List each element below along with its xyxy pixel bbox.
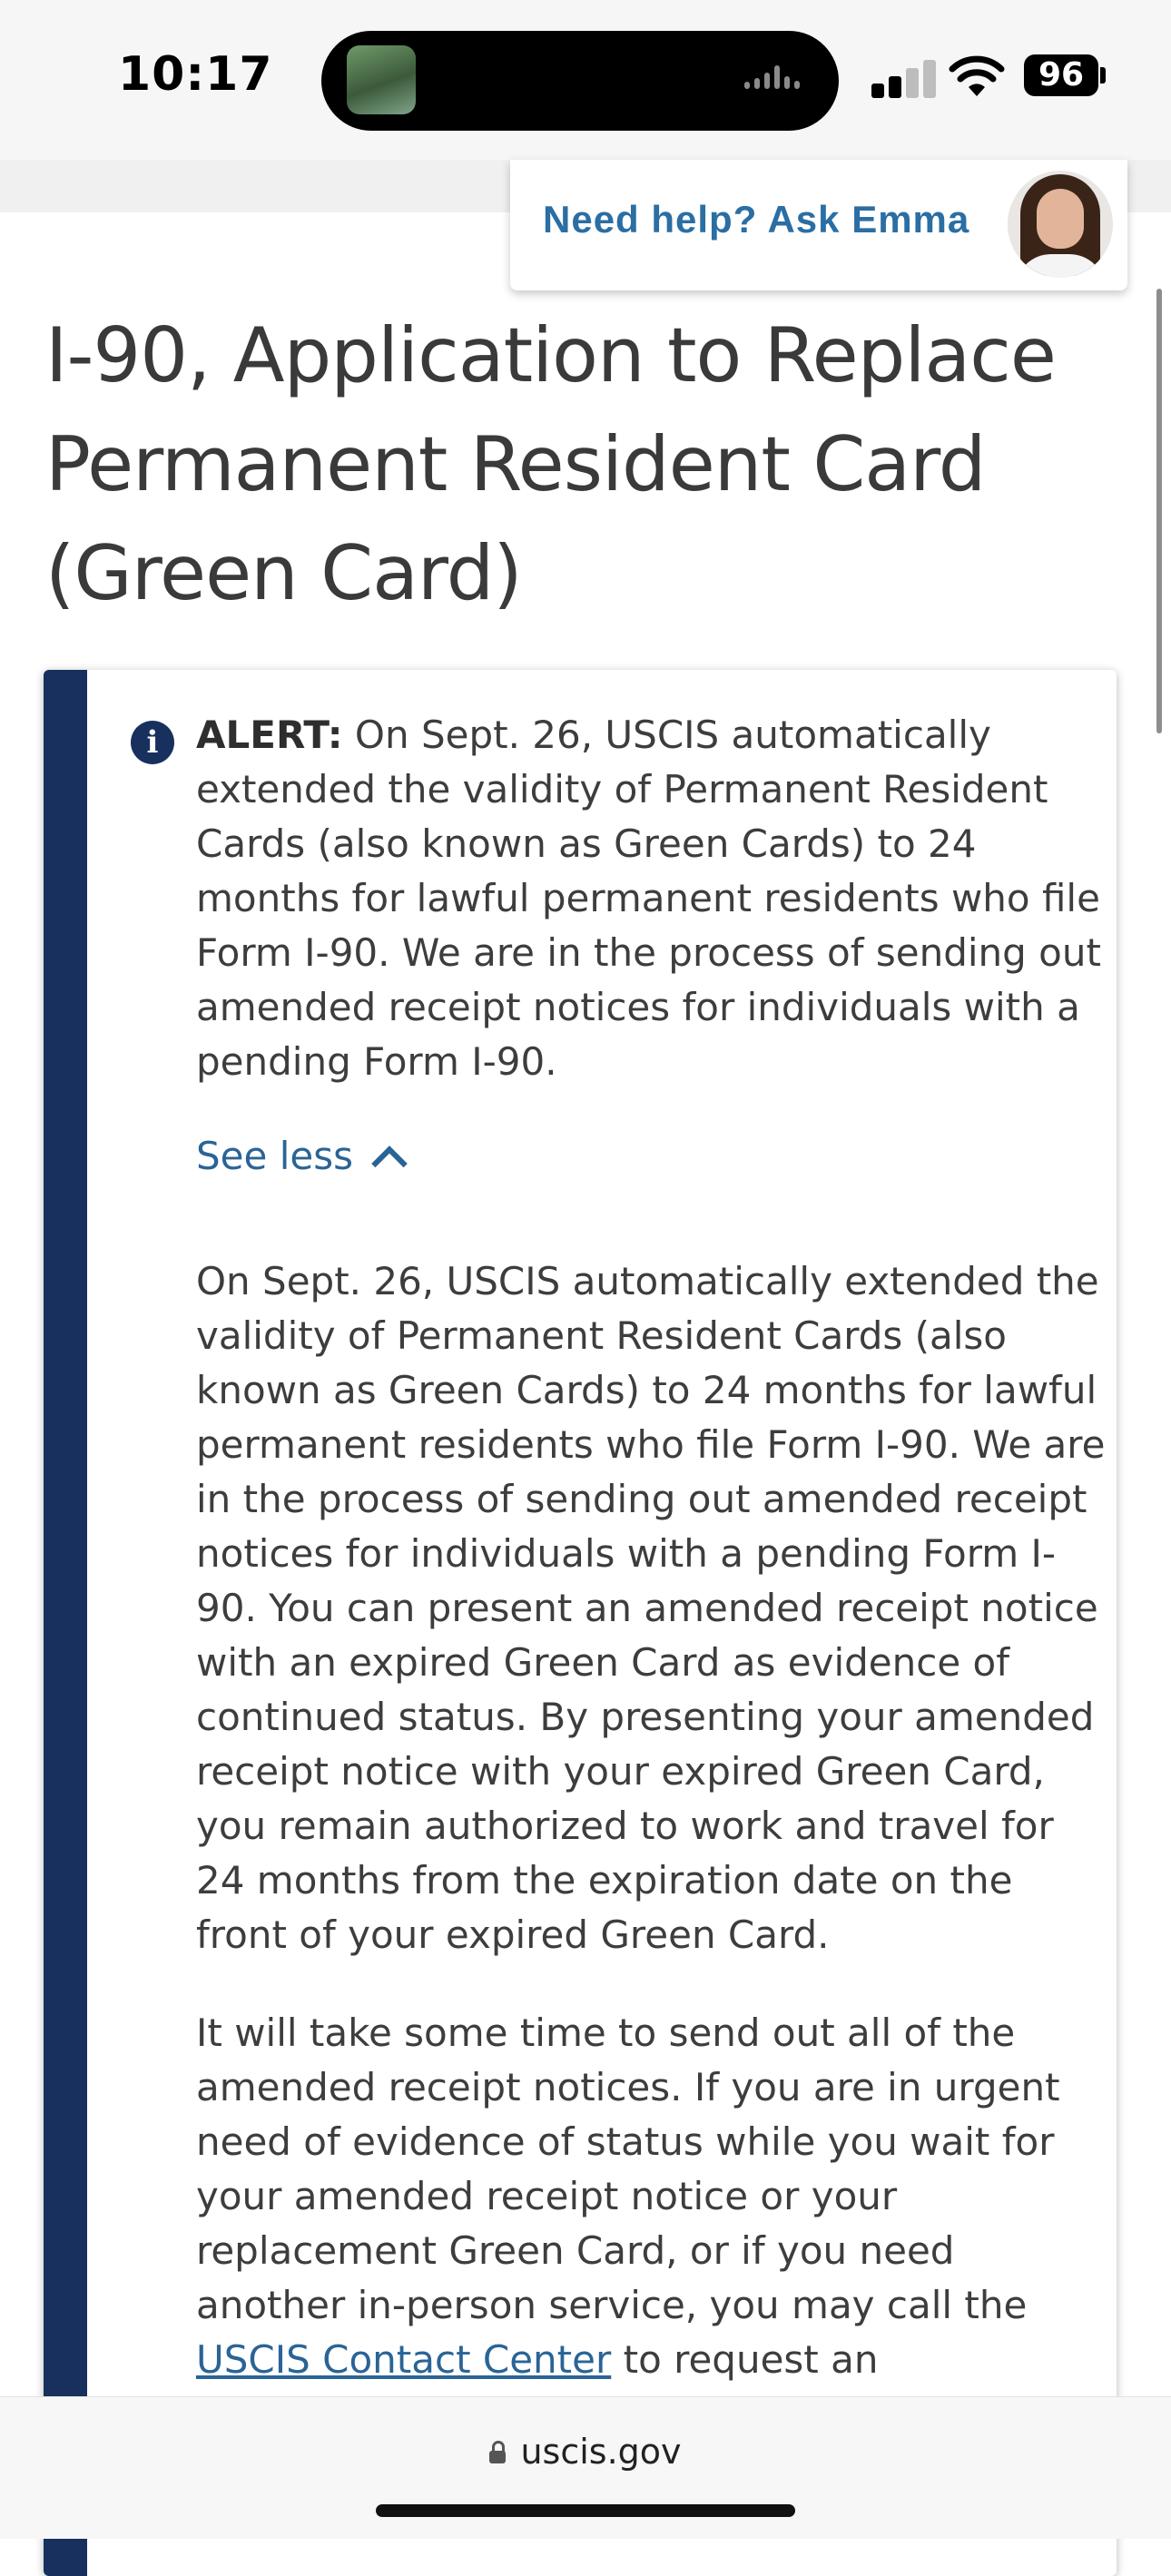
page-scrollbar[interactable] [1156, 289, 1162, 733]
alert-accent-bar [44, 670, 87, 2576]
status-time: 10:17 [118, 47, 273, 102]
cellular-signal-icon [871, 58, 935, 98]
battery-tip [1100, 67, 1106, 84]
dynamic-island[interactable] [321, 31, 839, 131]
home-indicator[interactable] [376, 2504, 795, 2517]
alert-label: ALERT: [196, 713, 343, 757]
alert-paragraph-2 [196, 2006, 1113, 2442]
alert-paragraph-1: On Sept. 26, USCIS automatically extended the validity of Permanent Resident Cards (also known as Green Cards) to 24 months for lawful permanent residents who file Form I-90. We are in the process of sending out amended receipt notices for individuals with a pending Form I-90. You can present an amended receipt notice with an expired Green Card as evidence of continued status. By presenting your amended receipt notice with your expired Green Card, you remain authorized to work and travel for 24 months from the expiration date on the front of your expired Green Card. [196, 1259, 1106, 1957]
uscis-contact-center-link[interactable]: USCIS Contact Center [196, 2337, 612, 2382]
info-icon: i [131, 721, 174, 764]
alert-paragraph-2-tail: to request an [623, 2337, 879, 2382]
chevron-up-icon [371, 1145, 408, 1182]
ask-emma-label: Need help? Ask Emma [543, 198, 970, 241]
page-title: I-90, Application to Replace Permanent Resident Card (Green Card) [45, 311, 1056, 617]
emma-avatar [1008, 171, 1113, 278]
url-display[interactable] [0, 2432, 1171, 2472]
media-thumbnail [347, 45, 416, 114]
alert-summary-text: On Sept. 26, USCIS automatically extended the validity of Permanent Resident Cards (also known as Green Cards) to 24 months for lawful permanent residents who file Form I-90. We are in the process of sending out amended receipt notices for individuals with a pending Form I-90. [196, 713, 1101, 1084]
url-text: uscis.gov [520, 2432, 682, 2472]
browser-address-bar[interactable] [0, 2396, 1171, 2539]
audio-waveform-icon [744, 65, 808, 96]
battery-level: 96 [1024, 54, 1098, 96]
alert-paragraph-2-text: It will take some time to send out all of the amended receipt notices. If you are in urgent need of evidence of status while you wait for your amended receipt notice or your replacement Green Card, or if you need another in-person service, you may call the [196, 2011, 1060, 2327]
lock-icon [489, 2451, 506, 2463]
alert-body [196, 708, 1113, 2442]
ask-emma-button[interactable] [510, 160, 1127, 290]
alert-card [44, 670, 1117, 2576]
wifi-icon [949, 53, 1005, 98]
alert-summary [196, 708, 1113, 1089]
see-less-toggle[interactable] [196, 1129, 402, 1184]
status-bar [0, 0, 1171, 160]
see-less-label: See less [196, 1134, 353, 1178]
